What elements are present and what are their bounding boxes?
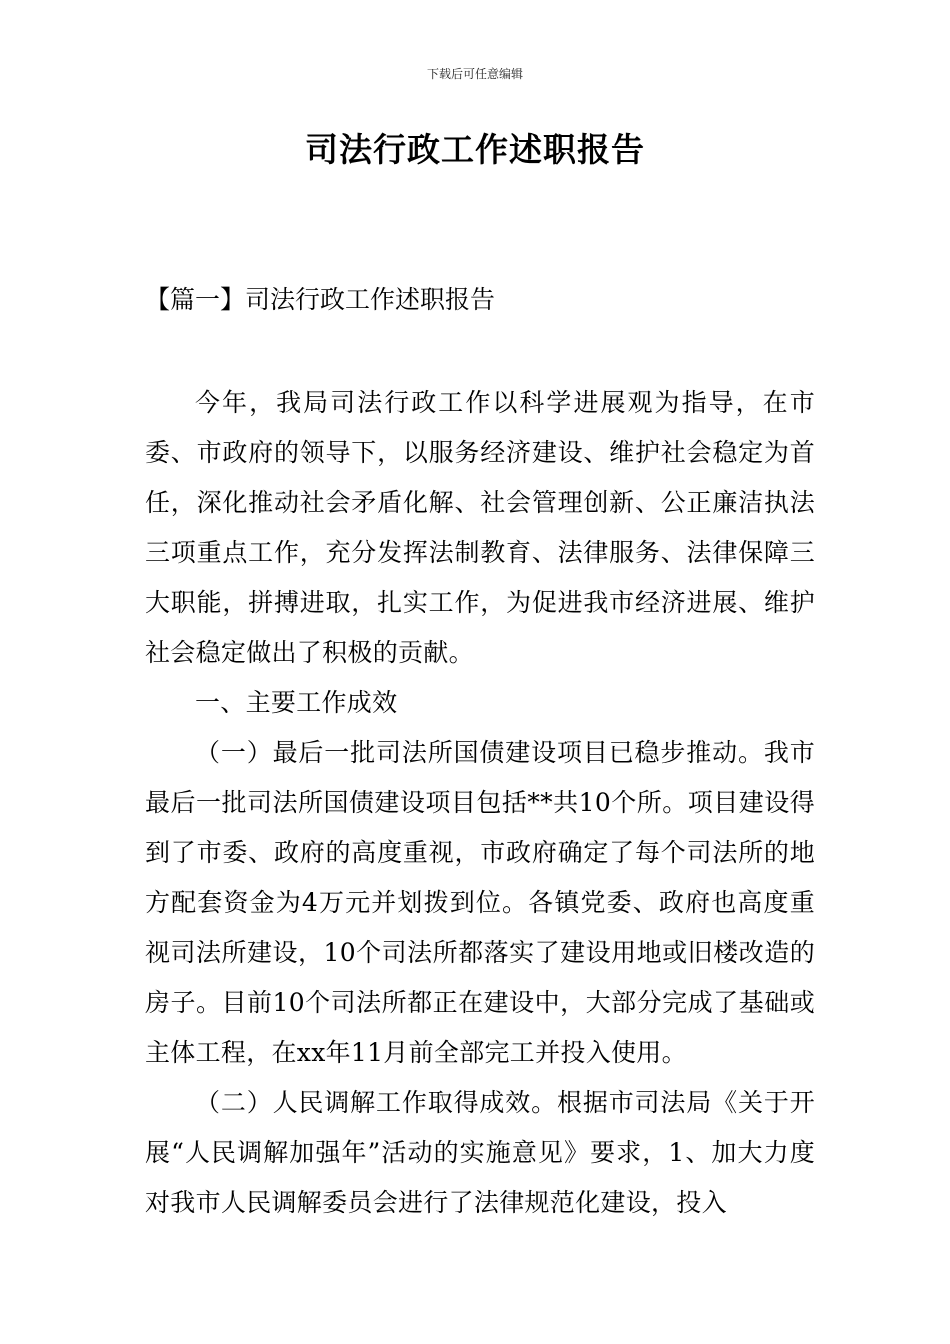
paragraph-main-results-heading: 一、主要工作成效 [195, 688, 398, 717]
document-body [145, 378, 815, 1228]
section-heading: 【篇一】司法行政工作述职报告 [145, 285, 496, 314]
paragraph-item-2: （二）人民调解工作取得成效。根据市司法局《关于开展“人民调解加强年”活动的实施意见》要求，1、加大力度对我市人民调解委员会进行了法律规范化建设，投入 [145, 1088, 815, 1217]
paragraph-item-1: （一）最后一批司法所国债建设项目已稳步推动。我市最后一批司法所国债建设项目包括**共10个所。项目建设得到了市委、政府的高度重视，市政府确定了每个司法所的地方配套资金为4万元并划拨到位。各镇党委、政府也高度重视司法所建设，10个司法所都落实了建设用地或旧楼改造的房子。目前10个司法所都正在建设中，大部分完成了基础或主体工程，在xx年11月前全部完工并投入使用。 [145, 738, 815, 1067]
header-note: 下载后可任意编辑 [426, 67, 523, 81]
document-title: 司法行政工作述职报告 [305, 130, 645, 169]
paragraph-intro: 今年，我局司法行政工作以科学进展观为指导，在市委、市政府的领导下，以服务经济建设、维护社会稳定为首任，深化推动社会矛盾化解、社会管理创新、公正廉洁执法三项重点工作，充分发挥法制教育、法律服务、法律保障三大职能，拼搏进取，扎实工作，为促进我市经济进展、维护社会稳定做出了积极的贡献。 [145, 388, 815, 667]
